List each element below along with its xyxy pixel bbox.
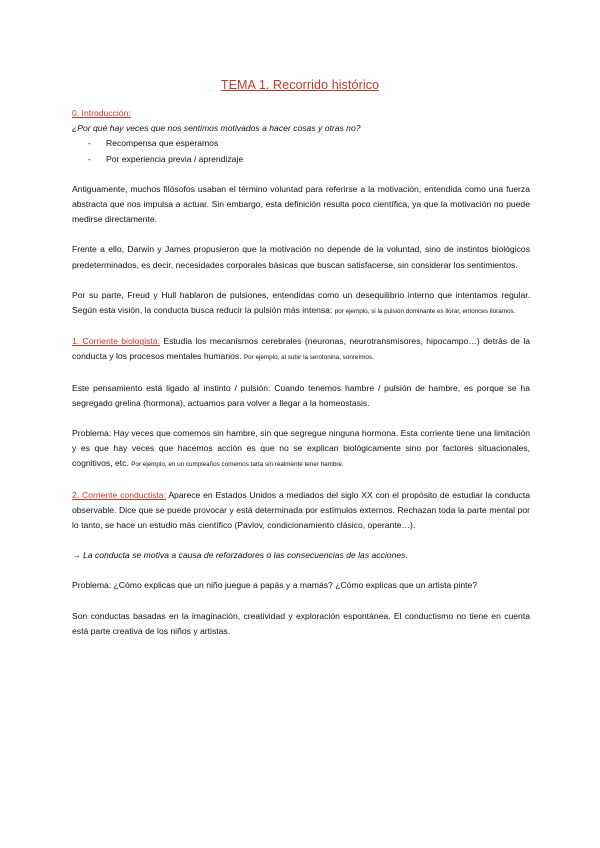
dash-bullet: - xyxy=(88,138,91,149)
document-body xyxy=(72,106,530,639)
page-title: TEMA 1. Recorrido histórico xyxy=(220,78,380,92)
paragraph-instinto: Este pensamiento está ligado al instinto / pulsión: Cuando tenemos hambre / pulsión de hambre, es porque se ha segregado grelina (hormona), actuamos para volver a llegar a la homeostasis. xyxy=(72,382,530,408)
example-note: Por ejemplo, en un cumpleaños comemos tarta sin realmente tener hambre. xyxy=(131,461,344,469)
paragraph-problema-biologista: Problema: Hay veces que comemos sin hambre, sin que segregue ninguna hormona. Esta corriente tiene una limitación y es que hay veces que hacemos acción es que no se explican biológicamente sino por factores situacionales, cognitivos, etc. Por ejemplo, en un cumpleaños comemos tarta sin realmente tener hambre. xyxy=(72,428,530,469)
arrow-note: → La conducta se motiva a causa de reforzadores o las consecuencias de las acciones. xyxy=(72,550,408,561)
list-item: - Por experiencia previa / aprendizaje xyxy=(72,152,530,167)
intro-question: ¿Por qué hay veces que nos sentimos motivados a hacer cosas y otras no? xyxy=(72,123,361,134)
section-heading-intro: 0. Introducción: xyxy=(72,108,131,118)
paragraph-conductista: 2. Corriente conductista: Aparece en Estados Unidos a mediados del siglo XX con el propósito de estudiar la conducta observable. Dice que se puede provocar y está determinada por estímulos externos. Rechazan toda la parte mental por lo tanto, se hace un estudio más científico (Pavlov, condicionamiento clásico, operante…). xyxy=(72,489,530,531)
example-note: Por ejemplo, al subir la serotonina, sonreímos. xyxy=(243,354,374,362)
paragraph-freud-hull: Por su parte, Freud y Hull hablaron de pulsiones, entendidas como un desequilibrio interno que intentamos regular. Según esta visión, la conducta busca reducir la pulsión más intensa: por ejemplo, si la pulsión dominante es llorar, entonces lloramos. xyxy=(72,289,530,316)
dash-bullet: - xyxy=(88,153,91,164)
paragraph-conclusion: Son conductas basadas en la imaginación, creatividad y exploración espontánea. El conductismo no tiene en cuenta está parte creativa de los niños y artistas. xyxy=(72,610,530,636)
section-heading-biologista: 1. Corriente biologista: xyxy=(72,336,160,347)
example-note: por ejemplo, si la pulsión dominante es llorar, entonces lloramos. xyxy=(334,308,516,316)
paragraph-voluntad: Antiguamente, muchos filósofos usaban el término voluntad para referirse a la motivación, entendida como una fuerza abstracta que nos impulsa a actuar. Sin embargo, esta definición resulta poco científica, ya que la motivación no puede medirse directamente. xyxy=(72,183,530,225)
paragraph-problema-conductista: Problema: ¿Cómo explicas que un niño juegue a papás y a mamás? ¿Cómo explicas que un artista pinte? xyxy=(72,580,478,591)
list-item: - Recompensa que esperamos xyxy=(72,136,530,151)
paragraph-biologista: 1. Corriente biologista: Estudia los mecanismos cerebrales (neuronas, neurotransmisores, hipocampo…) detrás de la conducta y los procesos mentales humanos. Por ejemplo, al subir la serotonina, sonreímos. xyxy=(72,336,531,362)
intro-list xyxy=(72,136,530,166)
section-heading-conductista: 2. Corriente conductista: xyxy=(72,489,166,500)
paragraph-darwin-james: Frente a ello, Darwin y James propusieron que la motivación no depende de la voluntad, sino de instintos biológicos predeterminados, es decir, necesidades corporales básicas que buscan satisfacerse, sin considerar los sentimientos. xyxy=(72,244,530,270)
